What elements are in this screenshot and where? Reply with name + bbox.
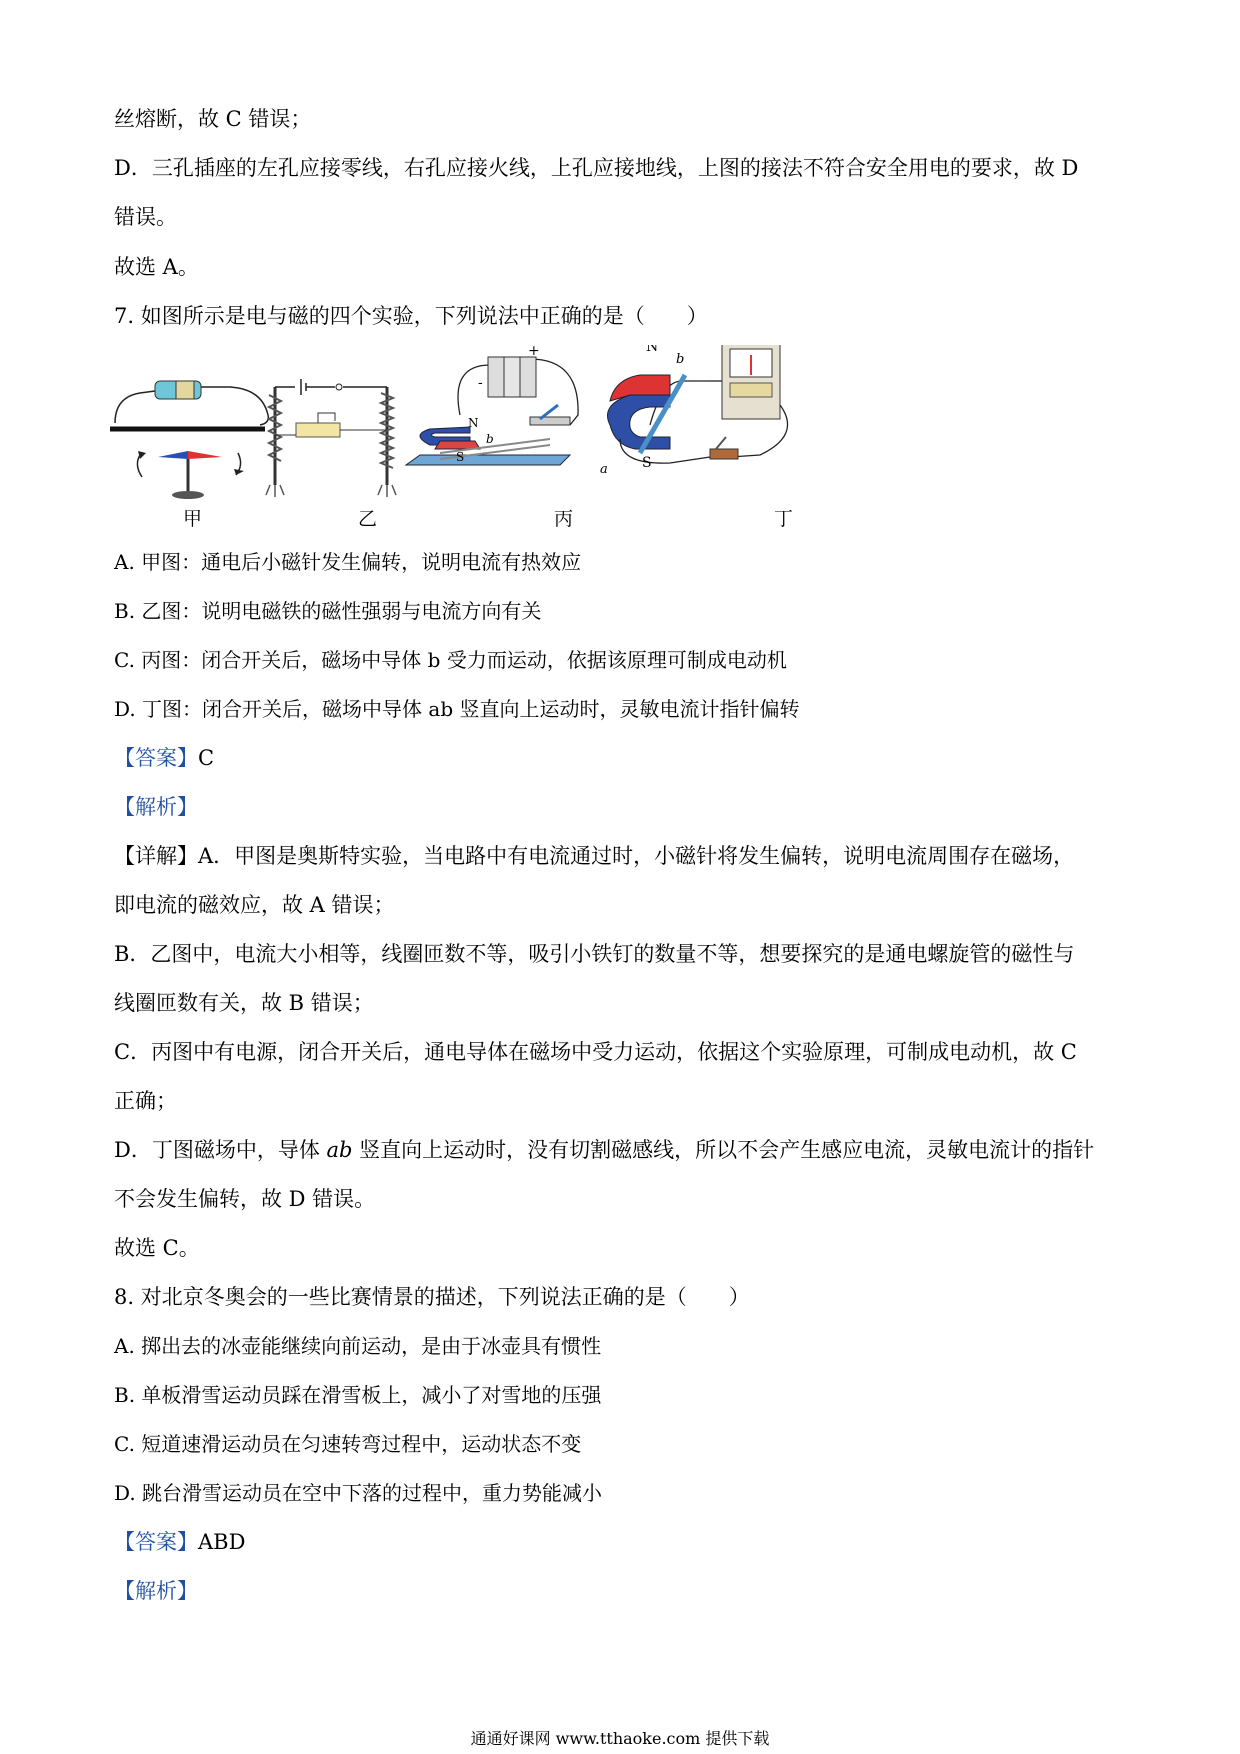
question-8: 8. 对北京冬奥会的一些比赛情景的描述，下列说法正确的是（ ）: [114, 1285, 750, 1309]
figure-label-yi: 乙: [358, 508, 378, 530]
conductor-ab: ab: [326, 1138, 353, 1162]
analysis-label: 【解析】: [114, 795, 198, 819]
question-7: 7. 如图所示是电与磁的四个实验，下列说法中正确的是（ ）: [114, 304, 708, 328]
option-7c: C. 丙图：闭合开关后，磁场中导体 b 受力而运动，依据该原理可制成电动机: [114, 648, 787, 672]
text-line: 不会发生偏转，故 D 错误。: [114, 1187, 376, 1211]
bing-b-mark: b: [486, 432, 494, 446]
detail-line: [114, 841, 1074, 871]
ding-a-mark: a: [600, 462, 608, 477]
bing-minus-mark: -: [478, 375, 483, 391]
bing-s-mark: S: [456, 450, 465, 464]
option-7b: B. 乙图：说明电磁铁的磁性强弱与电流方向有关: [114, 599, 542, 623]
ding-s-mark: S: [642, 455, 652, 471]
answer-label: 【答案】: [114, 746, 198, 770]
option-7a: A. 甲图：通电后小磁针发生偏转，说明电流有热效应: [114, 550, 582, 574]
answer-value: C: [198, 746, 215, 770]
ding-n-mark: N: [646, 345, 659, 355]
text-segment: 竖直向上运动时，没有切割磁感线，所以不会产生感应电流，灵敏电流计的指针: [352, 1138, 1095, 1162]
option-7d: D. 丁图：闭合开关后，磁场中导体 ab 竖直向上运动时，灵敏电流计指针偏转: [114, 697, 800, 721]
bing-plus-mark: +: [528, 345, 540, 359]
text-line: 线圈匝数有关，故 B 错误；: [114, 991, 374, 1015]
text-line: [114, 1135, 1094, 1165]
text-line: 丝熔断，故 C 错误；: [114, 107, 312, 131]
option-8d: D. 跳台滑雪运动员在空中下落的过程中，重力势能减小: [114, 1481, 603, 1505]
text-line: 错误。: [114, 205, 177, 229]
text-line: 即电流的磁效应，故 A 错误；: [114, 893, 395, 917]
option-8c: C. 短道速滑运动员在匀速转弯过程中，运动状态不变: [114, 1432, 582, 1456]
diagram-bing: [406, 345, 578, 465]
answer-7: [114, 743, 214, 773]
option-8a: A. 掷出去的冰壶能继续向前运动，是由于冰壶具有惯性: [114, 1334, 602, 1358]
figure-label-bing: 丙: [554, 508, 574, 530]
text-line: 正确；: [114, 1089, 177, 1113]
text-line: 故选 C。: [114, 1236, 200, 1260]
figure-label-ding: 丁: [774, 508, 794, 530]
answer-label: 【答案】: [114, 1530, 198, 1554]
option-8b: B. 单板滑雪运动员踩在滑雪板上，减小了对雪地的压强: [114, 1383, 602, 1407]
text-line: 故选 A。: [114, 255, 199, 279]
bing-n-mark: N: [468, 416, 479, 430]
footer: 通通好课网 www.tthaoke.com 提供下载: [470, 1729, 770, 1748]
text-line: B．乙图中，电流大小相等，线圈匝数不等，吸引小铁钉的数量不等，想要探究的是通电螺旋管的磁性与: [114, 942, 1075, 966]
diagram-ding: [600, 345, 788, 477]
diagram-yi: [266, 379, 396, 497]
text-line: D．三孔插座的左孔应接零线，右孔应接火线，上孔应接地线，上图的接法不符合安全用电的要求，故 D: [114, 156, 1079, 180]
text-line: C．丙图中有电源，闭合开关后，通电导体在磁场中受力运动，依据这个实验原理，可制成电动机，故 C: [114, 1040, 1077, 1064]
text-segment: D．丁图磁场中，导体: [114, 1138, 327, 1162]
detail-label: 【详解】: [114, 844, 198, 868]
analysis-label: 【解析】: [114, 1579, 198, 1603]
experiment-diagrams: [110, 345, 890, 535]
experiment-figure: [110, 345, 890, 535]
figure-label-jia: 甲: [183, 508, 203, 530]
detail-text: A．甲图是奥斯特实验，当电路中有电流通过时，小磁针将发生偏转，说明电流周围存在磁场，: [198, 844, 1075, 868]
answer-value: ABD: [198, 1530, 246, 1554]
diagram-jia: [110, 381, 268, 499]
answer-8: [114, 1527, 245, 1557]
ding-b-mark: b: [676, 352, 685, 367]
